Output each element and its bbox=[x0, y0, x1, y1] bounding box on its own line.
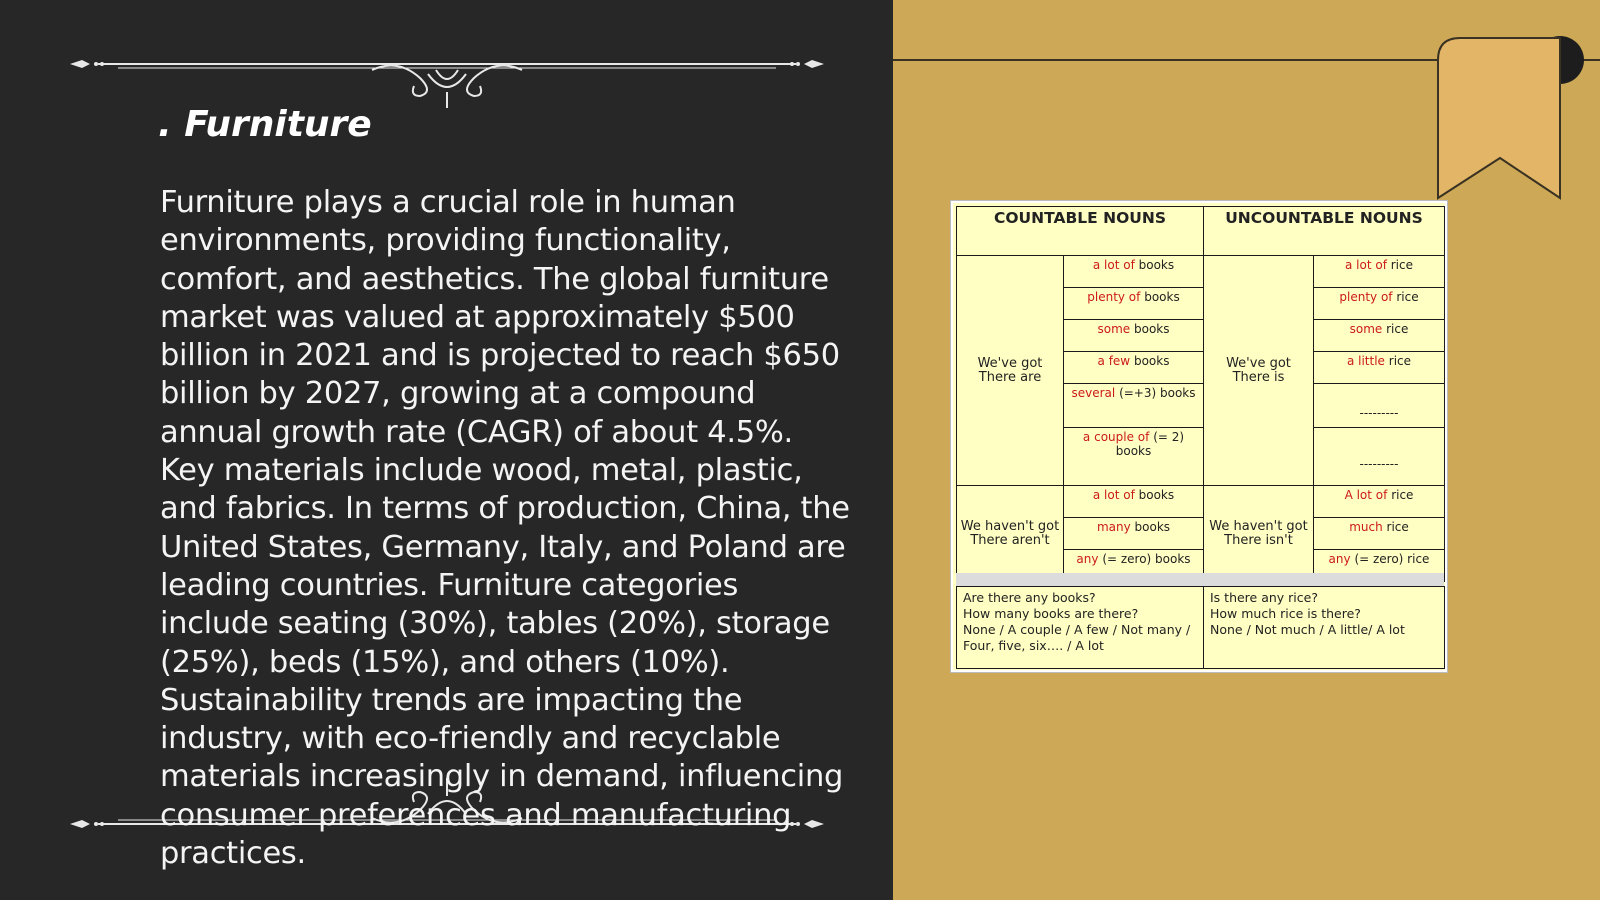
table-cell: a lot of books bbox=[1064, 486, 1204, 518]
table-cell: --------- bbox=[1314, 428, 1445, 486]
table-cell: several (=+3) books bbox=[1064, 384, 1204, 428]
table-cell: A lot of rice bbox=[1314, 486, 1445, 518]
table-cell: some rice bbox=[1314, 320, 1445, 352]
table-cell: many books bbox=[1064, 518, 1204, 550]
countable-questions-cell: Are there any books? How many books are there? None / A couple / A few / Not many / Four, five, six…. / A lot bbox=[957, 587, 1204, 669]
countable-header: COUNTABLE NOUNS bbox=[957, 207, 1204, 256]
slide-body-text: Furniture plays a crucial role in human environments, providing functionality, comfort, and aesthetics. The global furniture market was valued at approximately $500 billion in 2021 and is projected to reach $650 billion by 2027, growing at a compound annual growth rate (CAGR) of about 4.5%. Key materials include wood, metal, plastic, and fabrics. In terms of production, China, the United States, Germany, Italy, and Poland are leading countries. Furniture categories include seating (30%), tables (20%), storage (25%), beds (15%), and others (10%). Sustainability trends are impacting the industry, with eco-friendly and recyclable materials increasingly in demand, influencing consumer preferences and manufacturing practices. bbox=[160, 185, 850, 872]
countable-affirmative-label: We've got There are bbox=[957, 256, 1064, 486]
countable-negative-label: We haven't got There aren't bbox=[957, 486, 1064, 582]
quantifiers-grid bbox=[956, 206, 1445, 582]
table-cell: a lot of books bbox=[1064, 256, 1204, 288]
uncountable-questions-cell: Is there any rice? How much rice is there? None / Not much / A little/ A lot bbox=[1204, 587, 1445, 669]
bookmark-icon bbox=[1430, 34, 1600, 204]
table-cell: some books bbox=[1064, 320, 1204, 352]
questions-grid bbox=[956, 586, 1445, 669]
nouns-reference-table bbox=[951, 201, 1447, 672]
table-cell: any (= zero) rice bbox=[1314, 550, 1445, 582]
uncountable-header: UNCOUNTABLE NOUNS bbox=[1204, 207, 1445, 256]
uncountable-negative-label: We haven't got There isn't bbox=[1204, 486, 1314, 582]
slide-title: . Furniture bbox=[158, 104, 372, 145]
table-cell: a lot of rice bbox=[1314, 256, 1445, 288]
table-cell: a little rice bbox=[1314, 352, 1445, 384]
table-cell: any (= zero) books bbox=[1064, 550, 1204, 582]
table-separator bbox=[956, 573, 1444, 586]
table-cell: --------- bbox=[1314, 384, 1445, 428]
table-cell: plenty of rice bbox=[1314, 288, 1445, 320]
ornament-divider-icon bbox=[68, 48, 826, 108]
table-cell: a few books bbox=[1064, 352, 1204, 384]
table-cell: a couple of (= 2) books bbox=[1064, 428, 1204, 486]
uncountable-affirmative-label: We've got There is bbox=[1204, 256, 1314, 486]
table-cell: much rice bbox=[1314, 518, 1445, 550]
table-cell: plenty of books bbox=[1064, 288, 1204, 320]
